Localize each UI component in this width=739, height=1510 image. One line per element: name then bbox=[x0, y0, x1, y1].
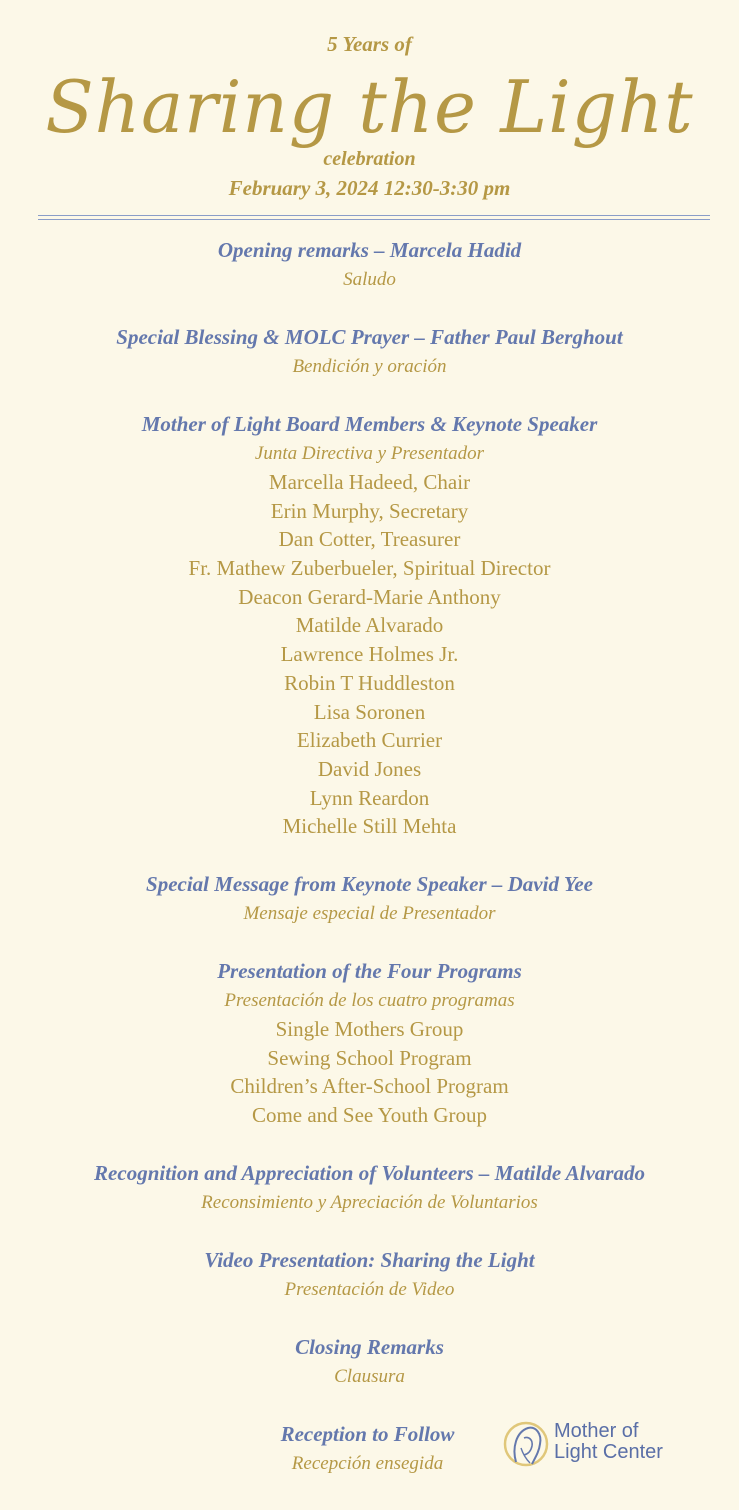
madonna-icon bbox=[502, 1418, 550, 1470]
section-list-item: David Jones bbox=[317, 756, 422, 781]
section-list-item: Dan Cotter, Treasurer bbox=[278, 527, 461, 552]
section-list-item: Deacon Gerard-Marie Anthony bbox=[238, 584, 501, 609]
section-list-item: Marcella Hadeed, Chair bbox=[268, 470, 471, 494]
logo-text bbox=[554, 1421, 663, 1463]
section-list-item: Elizabeth Currier bbox=[296, 728, 443, 753]
section-subtitle-spanish: Mensaje especial de Presentador bbox=[243, 902, 496, 924]
program-section bbox=[0, 323, 739, 381]
section-title: Video Presentation: Sharing the Light bbox=[204, 1247, 535, 1272]
celebration-caption: celebration bbox=[323, 148, 416, 170]
section-list-item: Robin T Huddleston bbox=[284, 670, 455, 695]
section-list-item: Erin Murphy, Secretary bbox=[270, 498, 469, 523]
section-list-item: Michelle Still Mehta bbox=[282, 814, 457, 839]
section-subtitle-spanish: Junta Directiva y Presentador bbox=[254, 443, 485, 464]
organization-logo bbox=[502, 1418, 682, 1472]
section-subtitle-spanish: Recepción ensegida bbox=[291, 1452, 444, 1474]
program-section bbox=[0, 1246, 739, 1304]
section-subtitle-spanish: Reconsimiento y Apreciación de Voluntarios bbox=[201, 1191, 538, 1213]
section-title: Special Blessing & MOLC Prayer – Father Paul Berghout bbox=[116, 325, 623, 349]
section-list-item: Sewing School Program bbox=[267, 1045, 472, 1070]
program-section bbox=[0, 1159, 739, 1217]
program-section bbox=[0, 870, 739, 928]
section-list-item: Fr. Mathew Zuberbueler, Spiritual Director bbox=[188, 556, 551, 581]
program-list bbox=[0, 236, 739, 1507]
logo-line-2: Light Center bbox=[554, 1441, 663, 1463]
section-list-item: Come and See Youth Group bbox=[251, 1103, 488, 1127]
section-list-item: Lisa Soronen bbox=[313, 699, 426, 724]
section-list-item: Matilde Alvarado bbox=[295, 613, 444, 638]
section-list-item: Lynn Reardon bbox=[309, 785, 430, 810]
event-date: February 3, 2024 12:30-3:30 pm bbox=[228, 176, 511, 200]
program-section bbox=[0, 957, 739, 1130]
invitation-header bbox=[0, 0, 739, 230]
section-title: Reception to Follow bbox=[280, 1421, 455, 1446]
section-subtitle-spanish: Clausura bbox=[334, 1365, 405, 1387]
section-title: Presentation of the Four Programs bbox=[217, 958, 522, 983]
event-title-script: Sharing the Light bbox=[45, 65, 694, 149]
section-subtitle-spanish: Presentación de los cuatro programas bbox=[224, 989, 515, 1011]
section-title: Closing Remarks bbox=[295, 1334, 444, 1359]
section-subtitle-spanish: Saludo bbox=[343, 269, 396, 290]
years-caption: 5 Years of bbox=[327, 32, 412, 56]
section-title: Recognition and Appreciation of Volunteers – Matilde Alvarado bbox=[94, 1160, 645, 1185]
section-title: Opening remarks – Marcela Hadid bbox=[217, 238, 522, 262]
program-section bbox=[0, 1333, 739, 1391]
divider-line-bottom bbox=[38, 219, 710, 220]
divider-line-top bbox=[38, 215, 710, 216]
section-list-item: Single Mothers Group bbox=[275, 1016, 464, 1041]
logo-line-1: Mother of bbox=[554, 1420, 639, 1442]
program-section bbox=[0, 410, 739, 841]
program-section bbox=[0, 236, 739, 294]
section-title: Mother of Light Board Members & Keynote Speaker bbox=[141, 412, 598, 436]
section-subtitle-spanish: Presentación de Video bbox=[284, 1278, 455, 1300]
section-list-item: Lawrence Holmes Jr. bbox=[280, 642, 459, 667]
section-subtitle-spanish: Bendición y oración bbox=[292, 356, 447, 377]
section-list-item: Children’s After-School Program bbox=[230, 1074, 509, 1099]
section-title: Special Message from Keynote Speaker – David Yee bbox=[146, 871, 593, 896]
